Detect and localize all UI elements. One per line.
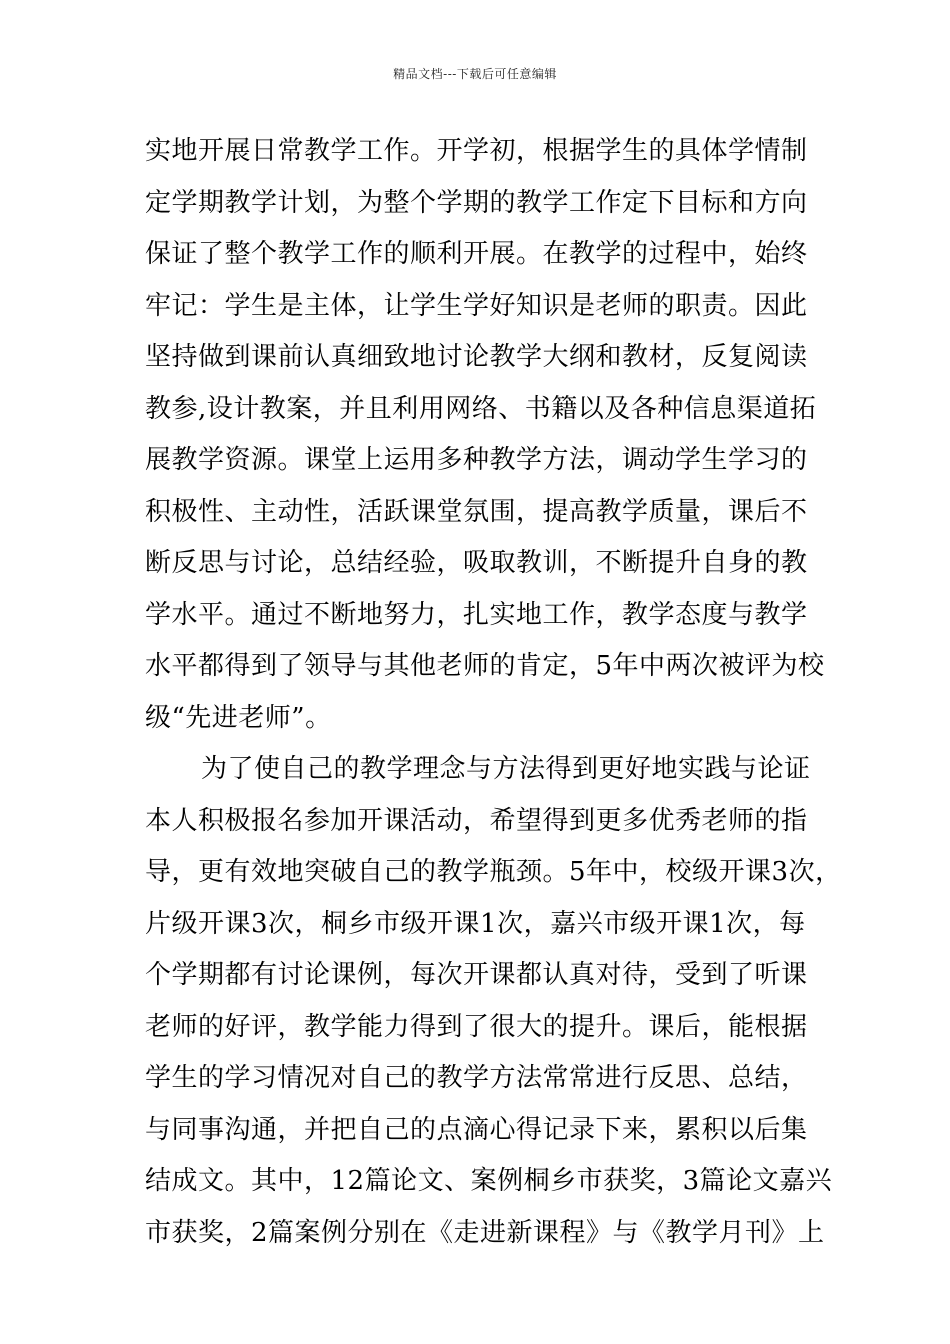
text-line: 水平都得到了领导与其他老师的肯定，5年中两次被评为校 [145,651,825,681]
text-line: 定学期教学计划，为整个学期的教学工作定下目标和方向 [145,187,808,218]
text-line: 本人积极报名参加开课活动，希望得到更多优秀老师的指 [145,805,808,836]
text-line: 结成文。其中，12篇论文、案例桐乡市获奖，3篇论文嘉兴 [145,1166,833,1196]
text-line: 实地开展日常教学工作。开学初，根据学生的具体学情制 [145,136,808,166]
running-header: 精品文档---下载后可任意编辑 [393,67,557,81]
paragraph-start-line: 为了使自己的教学理念与方法得到更好地实践与论证 [201,754,811,784]
body-text [145,126,842,1259]
text-line: 学水平。通过不断地努力，扎实地工作，教学态度与教学 [145,599,808,630]
text-line: 牢记：学生是主体，让学生学好知识是老师的职责。因此 [145,290,808,321]
text-line: 个学期都有讨论课例，每次开课都认真对待，受到了听课 [145,960,808,990]
text-line: 教参,设计教案，并且利用网络、书籍以及各种信息渠道拓 [145,393,817,424]
text-line: 断反思与讨论，总结经验，吸取教训，不断提升自身的教 [145,548,808,578]
text-line: 坚持做到课前认真细致地讨论教学大纲和教材，反复阅读 [145,342,808,372]
text-line: 老师的好评，教学能力得到了很大的提升。课后，能根据 [145,1011,808,1042]
text-line: 与同事沟通，并把自己的点滴心得记录下来，累积以后集 [145,1114,808,1145]
text-line: 级“先进老师”。 [145,702,332,733]
text-line: 学生的学习情况对自己的教学方法常常进行反思、总结， [145,1063,808,1093]
text-line: 积极性、主动性，活跃课堂氛围，提高教学质量，课后不 [145,496,808,527]
text-line: 片级开课3次，桐乡市级开课1次，嘉兴市级开课1次，每 [145,908,806,939]
text-line: 展教学资源。课堂上运用多种教学方法，调动学生学习的 [145,445,808,475]
text-line: 保证了整个教学工作的顺利开展。在教学的过程中，始终 [145,239,808,269]
text-line: 导，更有效地突破自己的教学瓶颈。5年中，校级开课3次， [145,857,842,887]
text-line: 市获奖，2篇案例分别在《走进新课程》与《教学月刊》上 [145,1217,825,1248]
